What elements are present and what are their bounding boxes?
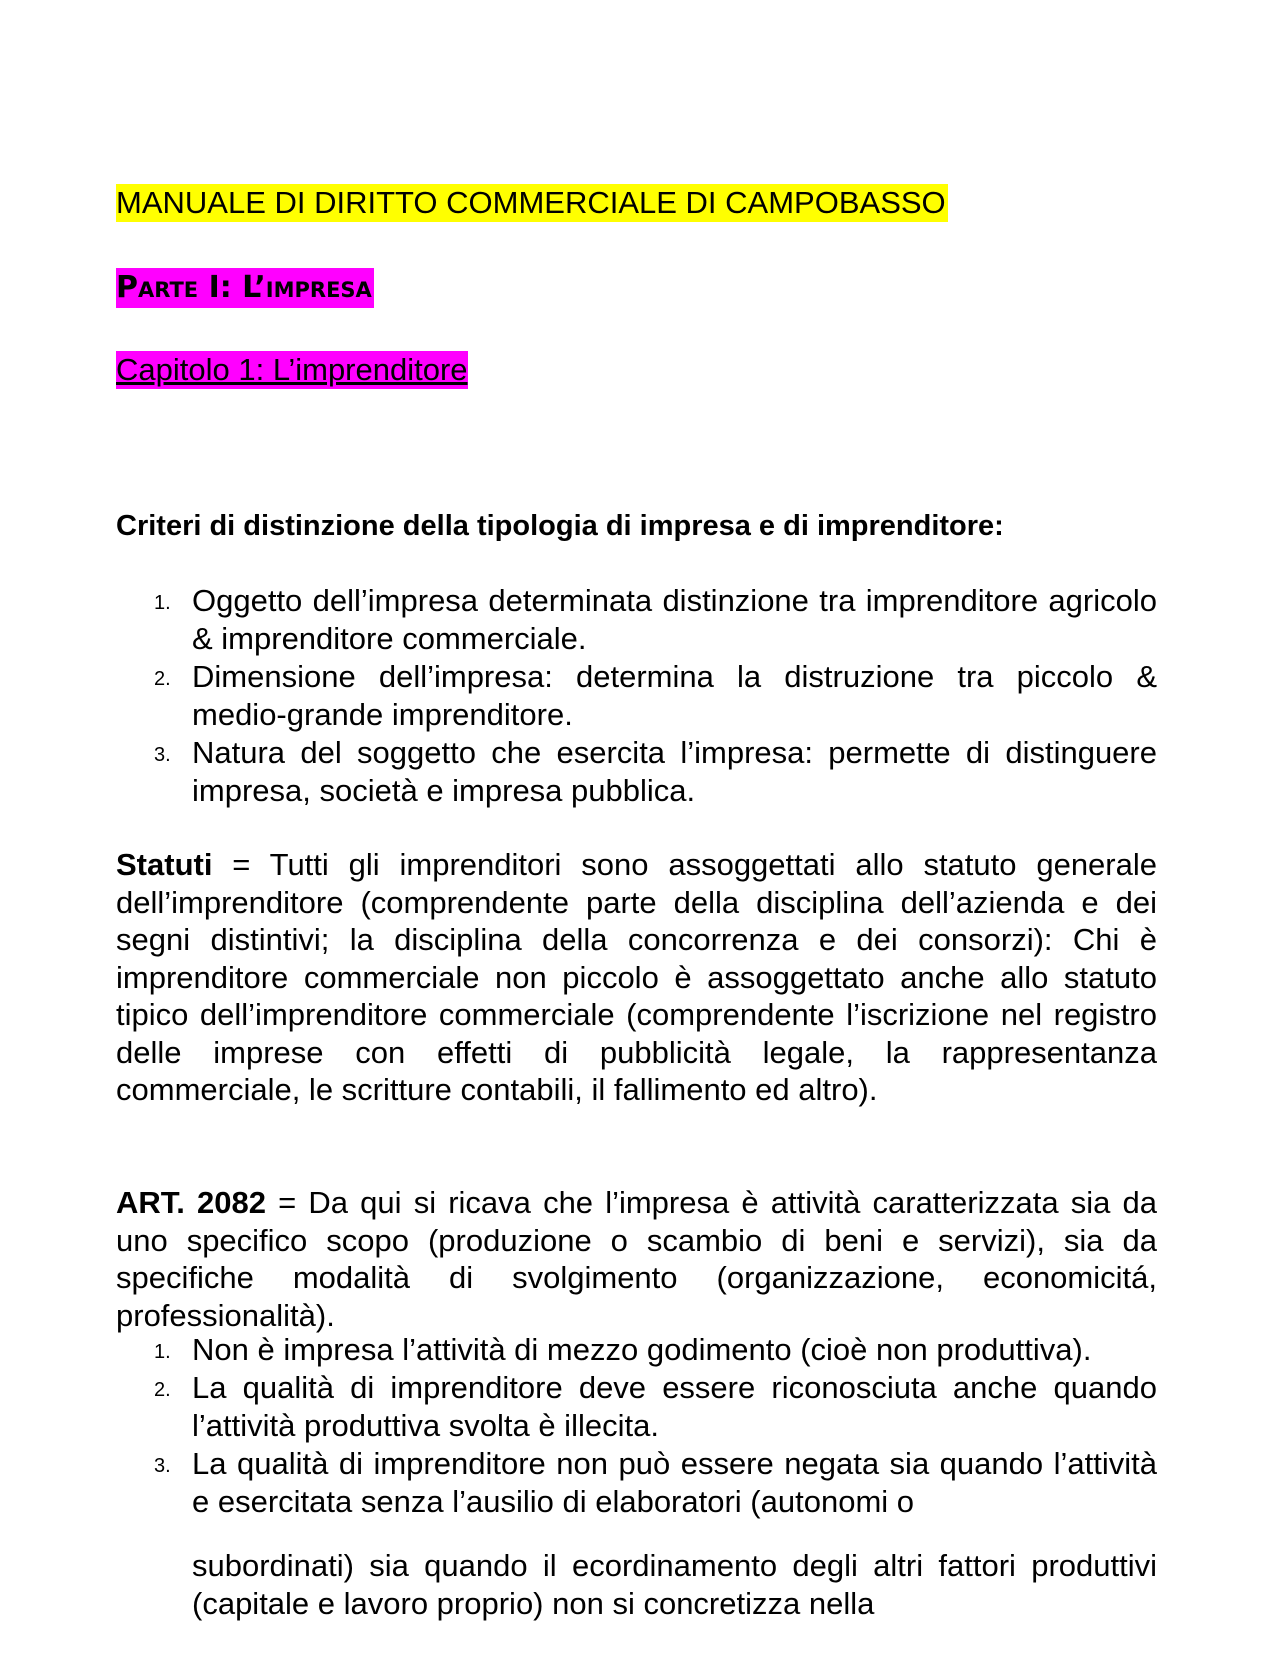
list-number: 1.: [154, 1341, 171, 1363]
list-item-text: Dimensione dell’impresa: determina la distruzione tra piccolo & medio-grande imprenditore.: [192, 659, 1157, 732]
list-number: 2.: [154, 1379, 171, 1401]
art-list: [116, 1331, 1157, 1623]
list-item-text: La qualità di imprenditore deve essere riconosciuta anche quando l’attività produttiva svolta è illecita.: [192, 1370, 1157, 1443]
list-item: [116, 1369, 1157, 1445]
list-item: [116, 734, 1157, 810]
list-number: 1.: [154, 592, 171, 614]
part-heading: Parte I: L’impresa: [116, 268, 374, 308]
list-number: 3.: [154, 1455, 171, 1477]
list-item-text: La qualità di imprenditore non può essere negata sia quando l’attività e esercitata senza l’ausilio di elaboratori (autonomi o: [192, 1446, 1157, 1519]
statuti-paragraph: [116, 846, 1157, 1109]
statuti-text: = Tutti gli imprenditori sono assoggettati allo statuto generale dell’imprenditore (comprendente parte della disciplina dell’azienda e dei segni distintivi; la disciplina della concorrenza e dei consorzi): Chi è imprenditore commerciale non piccolo è assoggettato anche allo statuto tipico dell’imprenditore commerciale (comprendente l’iscrizione nel registro delle imprese con effetti di pubblicità legale, la rappresentanza commerciale, le scritture contabili, il fallimento ed altro).: [116, 847, 1157, 1107]
list-item: [116, 1331, 1157, 1369]
list-item: [116, 1445, 1157, 1623]
list-number: 3.: [154, 744, 171, 766]
art-2082-paragraph: [116, 1184, 1157, 1334]
list-item-text: Non è impresa l’attività di mezzo godimento (cioè non produttiva).: [192, 1332, 1092, 1367]
list-number: 2.: [154, 668, 171, 690]
art-text: = Da qui si ricava che l’impresa è attività caratterizzata sia da uno specifico scopo (produzione o scambio di beni e servizi), sia da specifiche modalità di svolgimento (organizzazione, economicitá, professionalità).: [116, 1185, 1157, 1333]
criteria-list: [116, 582, 1157, 810]
list-item-text: subordinati) sia quando il ecordinamento degli altri fattori produttivi (capitale e lavoro proprio) non si concretizza nella: [192, 1548, 1157, 1621]
document-title: MANUALE DI DIRITTO COMMERCIALE DI CAMPOBASSO: [116, 185, 946, 220]
statuti-term: Statuti: [116, 847, 213, 882]
chapter-heading: Capitolo 1: L’imprenditore: [116, 352, 468, 387]
art-term: ART. 2082: [116, 1185, 266, 1220]
document-page: [116, 0, 1157, 1656]
list-item-text: Oggetto dell’impresa determinata distinzione tra imprenditore agricolo & imprenditore commerciale.: [192, 583, 1157, 656]
line-gap: [192, 1521, 1157, 1547]
list-item: [116, 658, 1157, 734]
list-item-text: Natura del soggetto che esercita l’impresa: permette di distinguere impresa, società e impresa pubblica.: [192, 735, 1157, 808]
list-item: [116, 582, 1157, 658]
criteria-heading: Criteri di distinzione della tipologia di impresa e di imprenditore:: [116, 510, 1004, 542]
